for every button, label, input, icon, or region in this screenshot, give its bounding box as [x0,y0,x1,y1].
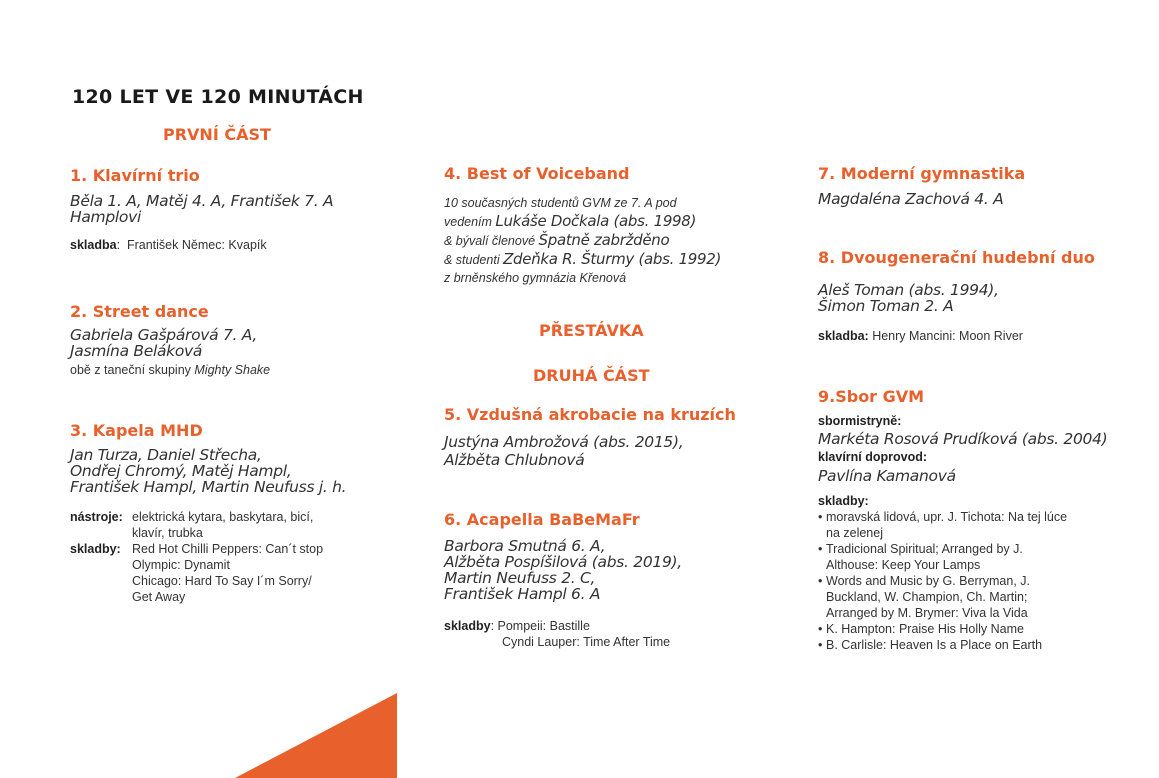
list-item: • B. Carlisle: Heaven Is a Place on Earth [818,637,1118,653]
pieces-block: skladby: Pompeii: Bastille Cyndi Lauper: Time After Time [444,619,671,649]
pieces-label: skladby [444,619,491,633]
program-item-5 [444,405,784,469]
page-title: 120 LET VE 120 MINUTÁCH [72,86,364,108]
part-one-heading: PRVNÍ ČÁST [163,125,271,144]
program-item-2 [70,302,400,378]
item-title: 6. Acapella BaBeMaFr [444,510,640,529]
list-item: • moravská lidová, upr. J. Tichota: Na tej lúce na zelenej [818,509,1118,541]
performers: Jan Turza, Daniel Střecha, Ondřej Chromý, Matěj Hampl, František Hampl, Martin Neufuss j. h. [70,446,347,496]
performers: Běla 1. A, Matěj 4. A, František 7. A Hamplovi [70,192,334,226]
item-title: 1. Klavírní trio [70,166,200,185]
piece-label: skladba [70,238,117,252]
performers: Barbora Smutná 6. A, Alžběta Pospíšilová (abs. 2019), Martin Neufuss 2. C, František Hampl 6. A [444,537,682,603]
item-title: 2. Street dance [70,302,209,321]
pause-heading: PŘESTÁVKA [539,321,644,340]
performers: Magdaléna Zachová 4. A [818,190,1004,208]
pieces-row: skladby: Red Hot Chilli Peppers: Can´t stop [70,542,324,556]
pieces-label: skladby: [818,494,869,508]
item-title: 7. Moderní gymnastika [818,164,1026,183]
pianist: Pavlína Kamanová [818,467,956,485]
choirmaster: Markéta Rosová Prudíková (abs. 2004) [818,430,1108,448]
program-item-7 [818,164,1118,207]
choir-pieces-list [818,509,1118,653]
part-two-heading: DRUHÁ ČÁST [533,366,650,385]
piece-line: skladba: Henry Mancini: Moon River [818,329,1023,343]
item-title: 4. Best of Voiceband [444,164,630,183]
list-item: • K. Hampton: Praise His Holly Name [818,621,1118,637]
program-item-4 [444,164,784,287]
instruments-row: nástroje: elektrická kytara, baskytara, bicí, [70,510,314,524]
band-details: nástroje: elektrická kytara, baskytara, bicí, klavír, trubka skladby: Red Hot Chilli Peppers: Can´t stop Olympic: Dynamit Chicago: Hard To Say I´m Sorry/ Get Away [70,509,400,605]
list-item: • Tradicional Spiritual; Arranged by J. Althouse: Keep Your Lamps [818,541,1118,573]
program-item-1 [70,166,400,253]
performers: Justýna Ambrožová (abs. 2015), Alžběta Chlubnová [444,433,684,469]
decorative-orange-triangle [235,693,397,778]
program-item-3 [70,421,400,605]
piece-line: skladba: František Němec: Kvapík [70,238,267,252]
program-item-9 [818,387,1118,653]
item-title: 8. Dvougenerační hudební duo [818,248,1095,267]
item-title: 5. Vzdušná akrobacie na kruzích [444,405,736,424]
program-item-8 [818,248,1118,344]
choir-details [818,413,1118,653]
instruments-label: nástroje: [70,510,123,524]
voiceband-description: 10 současných studentů GVM ze 7. A pod vedením Lukáše Dočkala (abs. 1998) & bývalí členové Špatně zabržděno & studenti Zdeňka R. Šturmy (abs. 1992) z brněnského gymnázia Křenová [444,196,722,285]
list-item: • Words and Music by G. Berryman, J. Buckland, W. Champion, Ch. Martin; Arranged by M. Brymer: Viva la Vida [818,573,1118,621]
piece-value: František Němec: Kvapík [126,238,267,252]
piece-label: skladba: [818,329,869,343]
performers: Aleš Toman (abs. 1994), Šimon Toman 2. A [818,281,999,315]
dance-group-note: obě z taneční skupiny Mighty Shake [70,363,271,377]
piano-label: klavírní doprovod: [818,450,928,464]
choirmaster-label: sbormistryně: [818,414,902,428]
program-item-6 [444,510,784,650]
item-title: 3. Kapela MHD [70,421,203,440]
item-title: 9.Sbor GVM [818,387,925,406]
pieces-label: skladby: [70,542,121,556]
performers: Gabriela Gašpárová 7. A, Jasmína Beláková [70,326,258,360]
